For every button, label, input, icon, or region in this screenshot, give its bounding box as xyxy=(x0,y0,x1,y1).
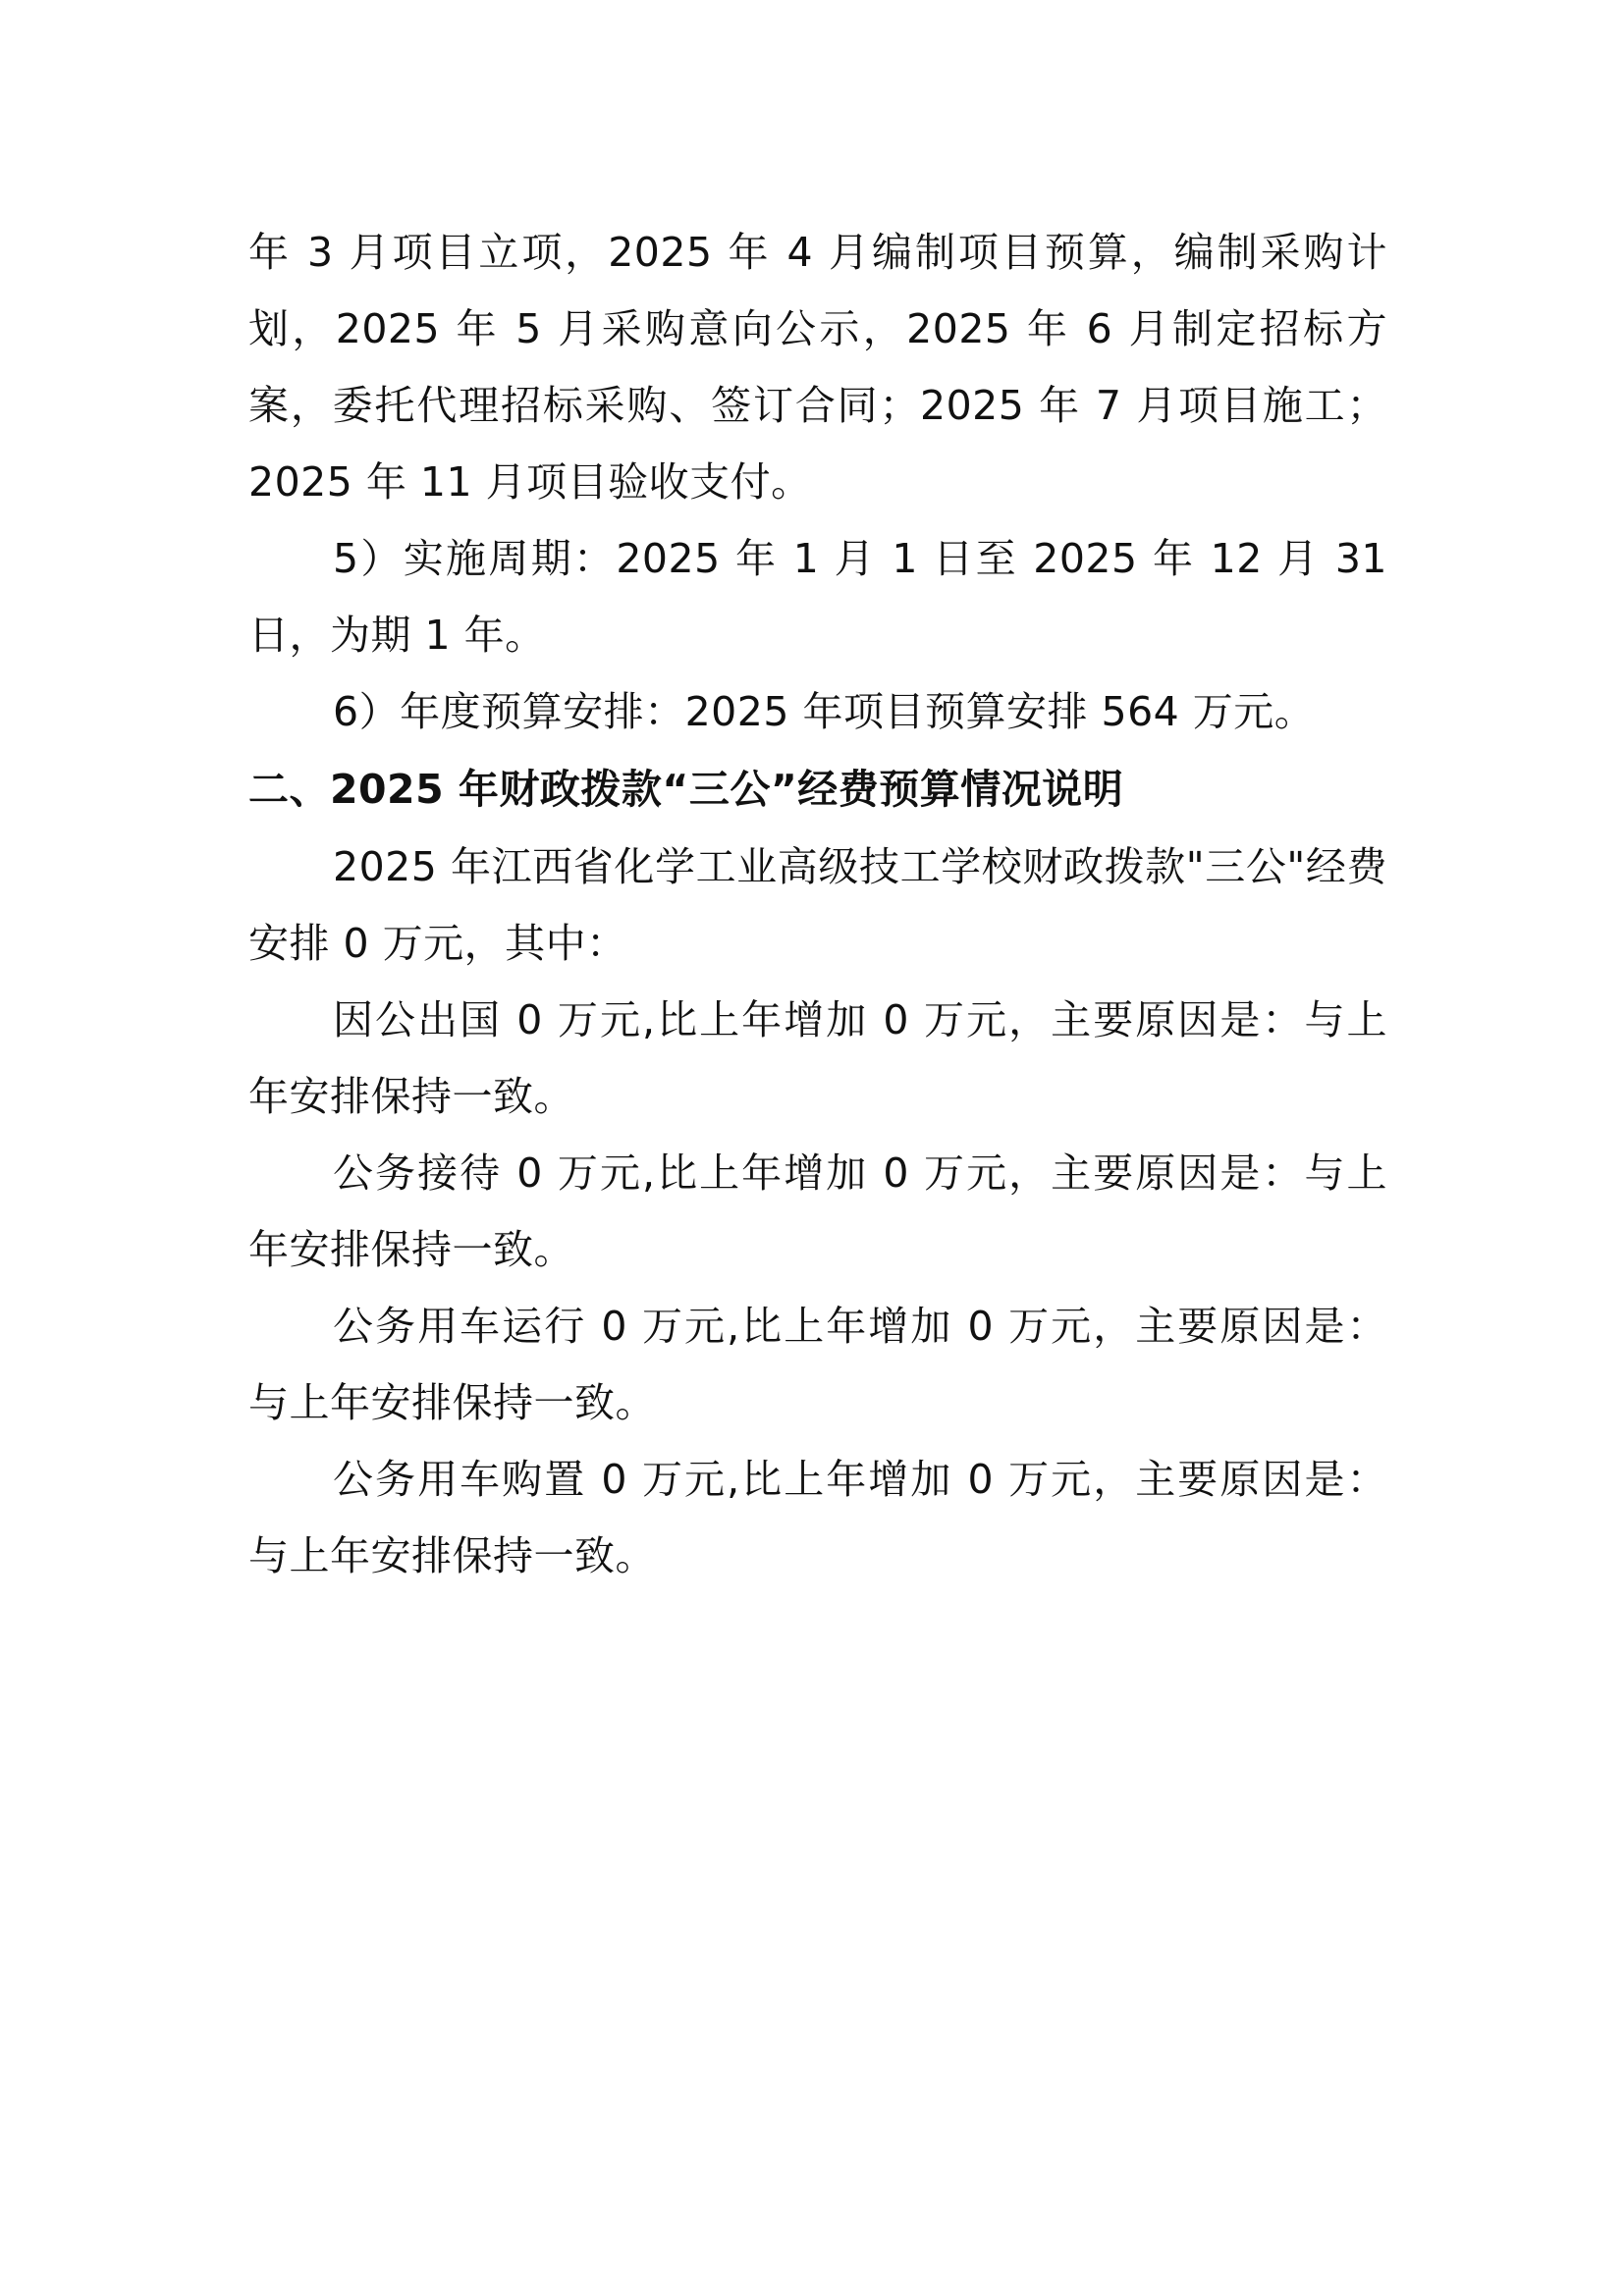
section-heading: 二、2025 年财政拨款“三公”经费预算情况说明 xyxy=(248,766,1124,813)
document-body xyxy=(248,214,1387,1594)
paragraph-implementation-period: 5）实施周期：2025 年 1 月 1 日至 2025 年 12 月 31 日，为期 1 年。 xyxy=(248,535,1387,659)
paragraph-overseas-travel: 因公出国 0 万元,比上年增加 0 万元，主要原因是：与上年安排保持一致。 xyxy=(248,996,1387,1120)
paragraph-vehicle-operation: 公务用车运行 0 万元,比上年增加 0 万元，主要原因是：与上年安排保持一致。 xyxy=(248,1303,1387,1426)
paragraph-vehicle-purchase: 公务用车购置 0 万元,比上年增加 0 万元，主要原因是：与上年安排保持一致。 xyxy=(248,1456,1387,1579)
paragraph-official-reception: 公务接待 0 万元,比上年增加 0 万元，主要原因是：与上年安排保持一致。 xyxy=(248,1149,1387,1273)
paragraph-project-timeline: 年 3 月项目立项，2025 年 4 月编制项目预算，编制采购计划，2025 年 5 月采购意向公示，2025 年 6 月制定招标方案，委托代理招标采购、签订合同；2025 年 7 月项目施工；2025 年 11 月项目验收支付。 xyxy=(248,229,1387,506)
paragraph-annual-budget: 6）年度预算安排：2025 年项目预算安排 564 万元。 xyxy=(333,688,1316,735)
paragraph-three-public-summary: 2025 年江西省化学工业高级技工学校财政拨款"三公"经费安排 0 万元，其中： xyxy=(248,843,1387,967)
